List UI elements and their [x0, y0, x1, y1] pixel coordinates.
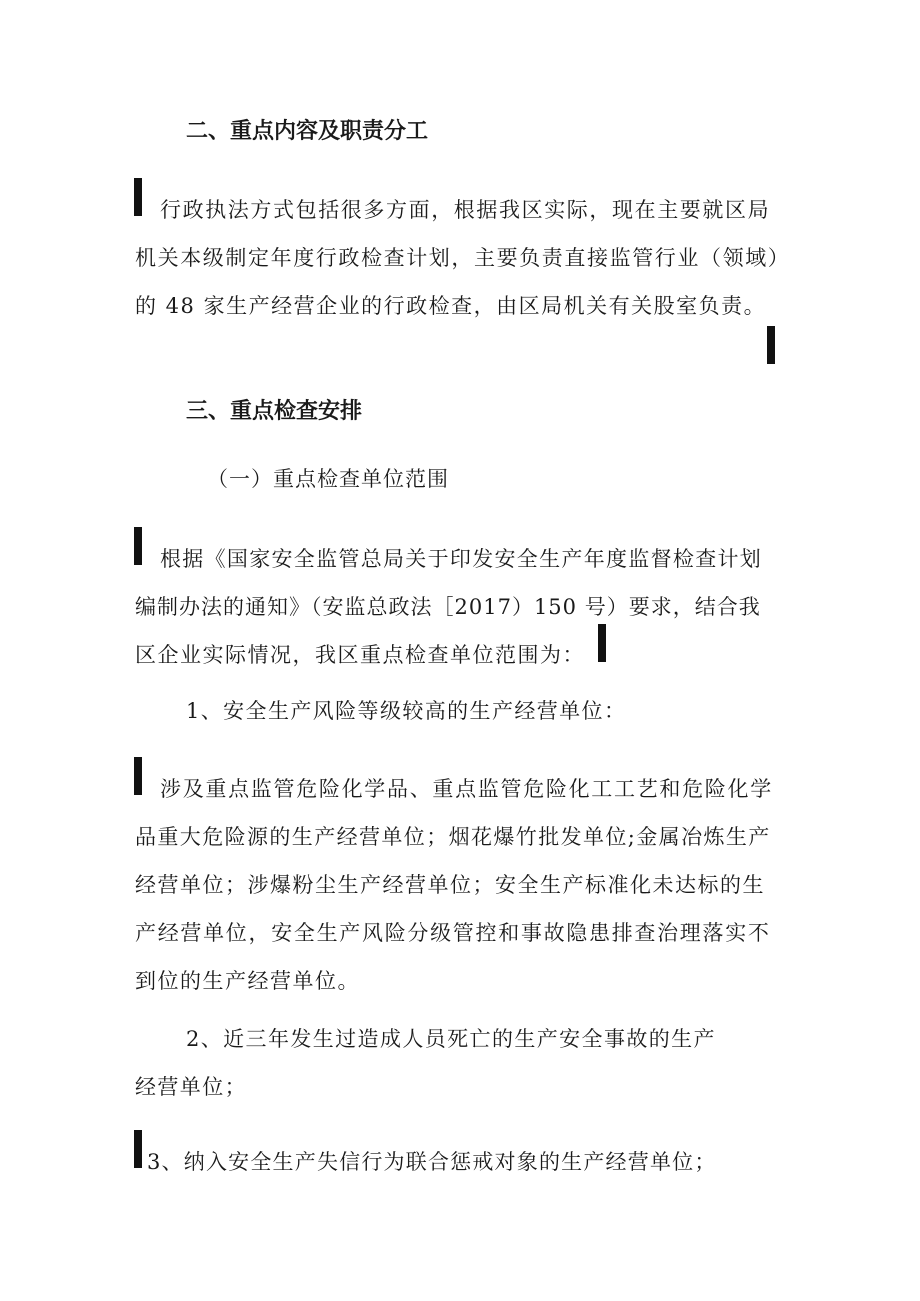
item-1-detail-line-4: 产经营单位，安全生产风险分级管控和事故隐患排查治理落实不 — [135, 921, 771, 945]
section-3-subheading: （一）重点检查单位范围 — [207, 467, 449, 491]
item-1-detail-line-2: 品重大危险源的生产经营单位；烟花爆竹批发单位;金属冶炼生产 — [135, 825, 771, 849]
section-3-heading: 三、重点检查安排 — [186, 399, 363, 424]
section-2-paragraph-line-1: 行政执法方式包括很多方面，根据我区实际，现在主要就区局 — [160, 198, 771, 222]
section-2-paragraph-line-2: 机关本级制定年度行政检查计划，主要负责直接监管行业（领域） — [135, 246, 791, 270]
bar-mark — [598, 624, 606, 662]
section-2-heading: 二、重点内容及职责分工 — [186, 119, 429, 144]
item-1: 1、安全生产风险等级较高的生产经营单位： — [186, 699, 627, 723]
intro-line-3: 区企业实际情况，我区重点检查单位范围为： — [135, 643, 585, 667]
bar-mark — [767, 326, 775, 364]
section-2-paragraph-line-3: 的 48 家生产经营企业的行政检查，由区局机关有关股室负责。 — [135, 294, 767, 318]
bar-mark — [134, 757, 142, 795]
bar-mark — [134, 178, 142, 216]
item-2-line-1: 2、近三年发生过造成人员死亡的生产安全事故的生产 — [186, 1027, 716, 1051]
bar-mark — [134, 1130, 142, 1168]
item-3: 3、纳入安全生产失信行为联合惩戒对象的生产经营单位； — [147, 1150, 717, 1174]
intro-line-1: 根据《国家安全监管总局关于印发安全生产年度监督检查计划 — [160, 547, 763, 571]
item-1-detail-line-3: 经营单位；涉爆粉尘生产经营单位；安全生产标准化未达标的生 — [135, 873, 765, 897]
intro-line-2: 编制办法的通知》（安监总政法［2017）150 号）要求，结合我 — [135, 595, 761, 619]
item-2-line-2: 经营单位； — [135, 1075, 247, 1099]
item-1-detail-line-1: 涉及重点监管危险化学品、重点监管危险化工工艺和危险化学 — [160, 777, 773, 801]
item-1-detail-line-5: 到位的生产经营单位。 — [135, 969, 360, 993]
bar-mark — [134, 527, 142, 565]
